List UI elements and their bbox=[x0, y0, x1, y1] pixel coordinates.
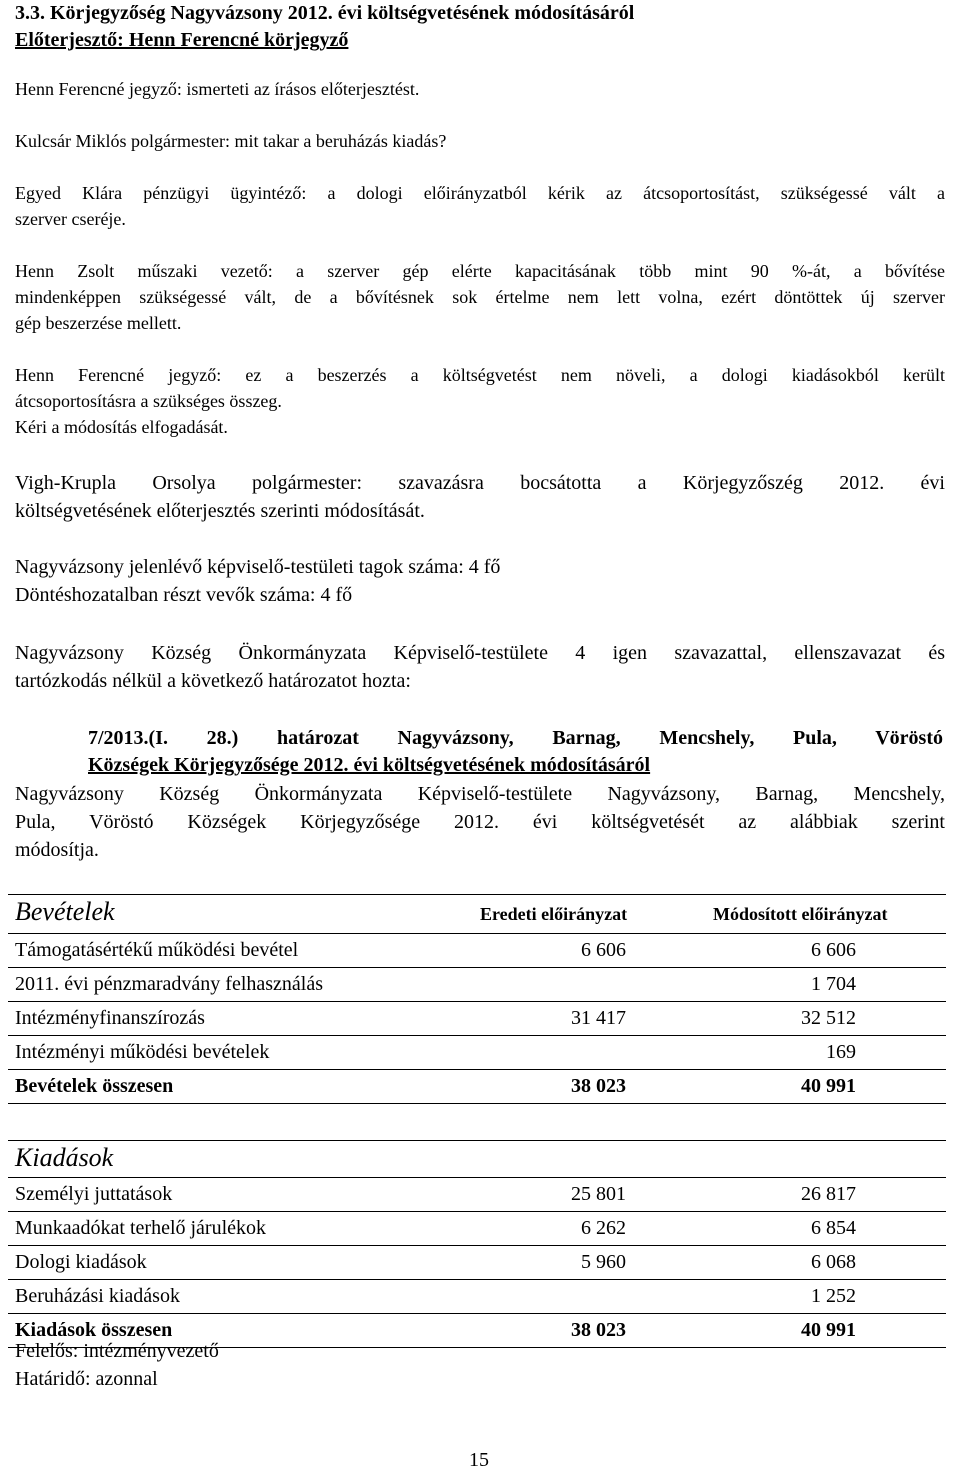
budget-table bbox=[8, 894, 946, 1348]
table-row bbox=[8, 1178, 946, 1212]
spacer-row bbox=[8, 1104, 946, 1141]
row-original: 31 417 bbox=[571, 1007, 626, 1029]
agenda-item-title: 3.3. Körjegyzőség Nagyvázsony 2012. évi költségvetésének módosításáról bbox=[15, 2, 635, 24]
row-label: Beruházási kiadások bbox=[15, 1285, 180, 1307]
paragraph-henn2-line1: Henn Ferencné jegyző: ez a beszerzés a költségvetést nem növeli, a dologi kiadásokból került bbox=[15, 365, 945, 385]
paragraph-egyed-line1: Egyed Klára pénzügyi ügyintéző: a dologi előirányzatból kérik az átcsoportosítást, szükségessé vált a bbox=[15, 183, 945, 203]
row-modified: 1 252 bbox=[811, 1285, 856, 1307]
table-row bbox=[8, 1246, 946, 1280]
table-row bbox=[8, 934, 946, 968]
row-label: Dologi kiadások bbox=[15, 1251, 147, 1273]
row-label: Munkaadókat terhelő járulékok bbox=[15, 1217, 267, 1239]
paragraph-zsolt-line1: Henn Zsolt műszaki vezető: a szerver gép elérte kapacitásának több mint 90 %-át, a bővítése bbox=[15, 261, 945, 281]
row-original: 6 262 bbox=[581, 1217, 626, 1239]
row-modified: 26 817 bbox=[801, 1183, 856, 1205]
row-modified: 40 991 bbox=[801, 1319, 856, 1341]
row-label: Intézményi működési bevételek bbox=[15, 1041, 270, 1063]
paragraph-zsolt-line2: mindenképpen szükségessé vált, de a bővítésnek sok értelme nem lett volna, ezért döntöttek új szerver bbox=[15, 287, 945, 307]
voting-members-count: Döntéshozatalban részt vevők száma: 4 fő bbox=[15, 584, 353, 606]
resolution-title-line2: Községek Körjegyzősége 2012. évi költségvetésének módosításáról bbox=[88, 754, 651, 776]
resolution-body-line2: Pula, Vöröstó Községek Körjegyzősége 2012. évi költségvetését az alábbiak szerint bbox=[15, 811, 945, 833]
table-row bbox=[8, 968, 946, 1002]
paragraph-kulcsar: Kulcsár Miklós polgármester: mit takar a beruházás kiadás? bbox=[15, 131, 447, 151]
row-modified: 6 606 bbox=[811, 939, 856, 961]
table-row bbox=[8, 1002, 946, 1036]
row-label: Bevételek összesen bbox=[15, 1075, 174, 1097]
deadline-line: Határidő: azonnal bbox=[15, 1368, 158, 1390]
table-header-row bbox=[8, 895, 946, 934]
row-original: 6 606 bbox=[581, 939, 626, 961]
table-row bbox=[8, 1280, 946, 1314]
row-original: 38 023 bbox=[571, 1319, 626, 1341]
paragraph-vigh-line1: Vigh-Krupla Orsolya polgármester: szavazásra bocsátotta a Körjegyzőszég 2012. évi bbox=[15, 472, 945, 494]
page-number: 15 bbox=[469, 1449, 489, 1471]
row-original: 25 801 bbox=[571, 1183, 626, 1205]
paragraph-vote-line2: tartózkodás nélkül a következő határozatot hozta: bbox=[15, 670, 411, 692]
row-original: 5 960 bbox=[581, 1251, 626, 1273]
expense-heading-row bbox=[8, 1141, 946, 1178]
paragraph-zsolt-line3: gép beszerzése mellett. bbox=[15, 313, 182, 333]
table-row bbox=[8, 1212, 946, 1246]
row-label: Kiadások összesen bbox=[15, 1319, 173, 1341]
resolution-title-line1: 7/2013.(I. 28.) határozat Nagyvázsony, Barnag, Mencshely, Pula, Vöröstó bbox=[88, 727, 943, 749]
paragraph-egyed-line2: szerver cseréje. bbox=[15, 209, 126, 229]
row-label: Személyi juttatások bbox=[15, 1183, 173, 1205]
row-label: 2011. évi pénzmaradvány felhasználás bbox=[15, 973, 324, 995]
resolution-body-line1: Nagyvázsony Község Önkormányzata Képviselő-testülete Nagyvázsony, Barnag, Mencshely, bbox=[15, 783, 945, 805]
revenue-heading: Bevételek bbox=[15, 897, 115, 926]
paragraph-henn2-line2: átcsoportosításra a szükséges összeg. bbox=[15, 391, 282, 411]
row-modified: 169 bbox=[826, 1041, 856, 1063]
column-header-modified: Módosított előirányzat bbox=[713, 904, 888, 924]
expense-heading: Kiadások bbox=[15, 1143, 114, 1172]
row-label: Támogatásértékű működési bevétel bbox=[15, 939, 299, 961]
revenue-total-row bbox=[8, 1070, 946, 1104]
row-modified: 6 854 bbox=[811, 1217, 856, 1239]
paragraph-vigh-line2: költségvetésének előterjesztés szerinti módosítását. bbox=[15, 500, 425, 522]
row-label: Intézményfinanszírozás bbox=[15, 1007, 205, 1029]
column-header-original: Eredeti előirányzat bbox=[480, 904, 628, 924]
responsible-line: Felelős: intézményvezető bbox=[15, 1340, 219, 1362]
present-members-count: Nagyvázsony jelenlévő képviselő-testületi tagok száma: 4 fő bbox=[15, 556, 501, 578]
resolution-body-line3: módosítja. bbox=[15, 839, 99, 861]
paragraph-henn-intro: Henn Ferencné jegyző: ismerteti az írásos előterjesztést. bbox=[15, 79, 420, 99]
row-modified: 40 991 bbox=[801, 1075, 856, 1097]
row-original: 38 023 bbox=[571, 1075, 626, 1097]
row-modified: 1 704 bbox=[811, 973, 856, 995]
presenter-line: Előterjesztő: Henn Ferencné körjegyző bbox=[15, 29, 349, 51]
paragraph-vote-line1: Nagyvázsony Község Önkormányzata Képviselő-testülete 4 igen szavazattal, ellenszavazat és bbox=[15, 642, 945, 664]
paragraph-henn2-line3: Kéri a módosítás elfogadását. bbox=[15, 417, 228, 437]
table-row bbox=[8, 1036, 946, 1070]
row-modified: 6 068 bbox=[811, 1251, 856, 1273]
row-modified: 32 512 bbox=[801, 1007, 856, 1029]
